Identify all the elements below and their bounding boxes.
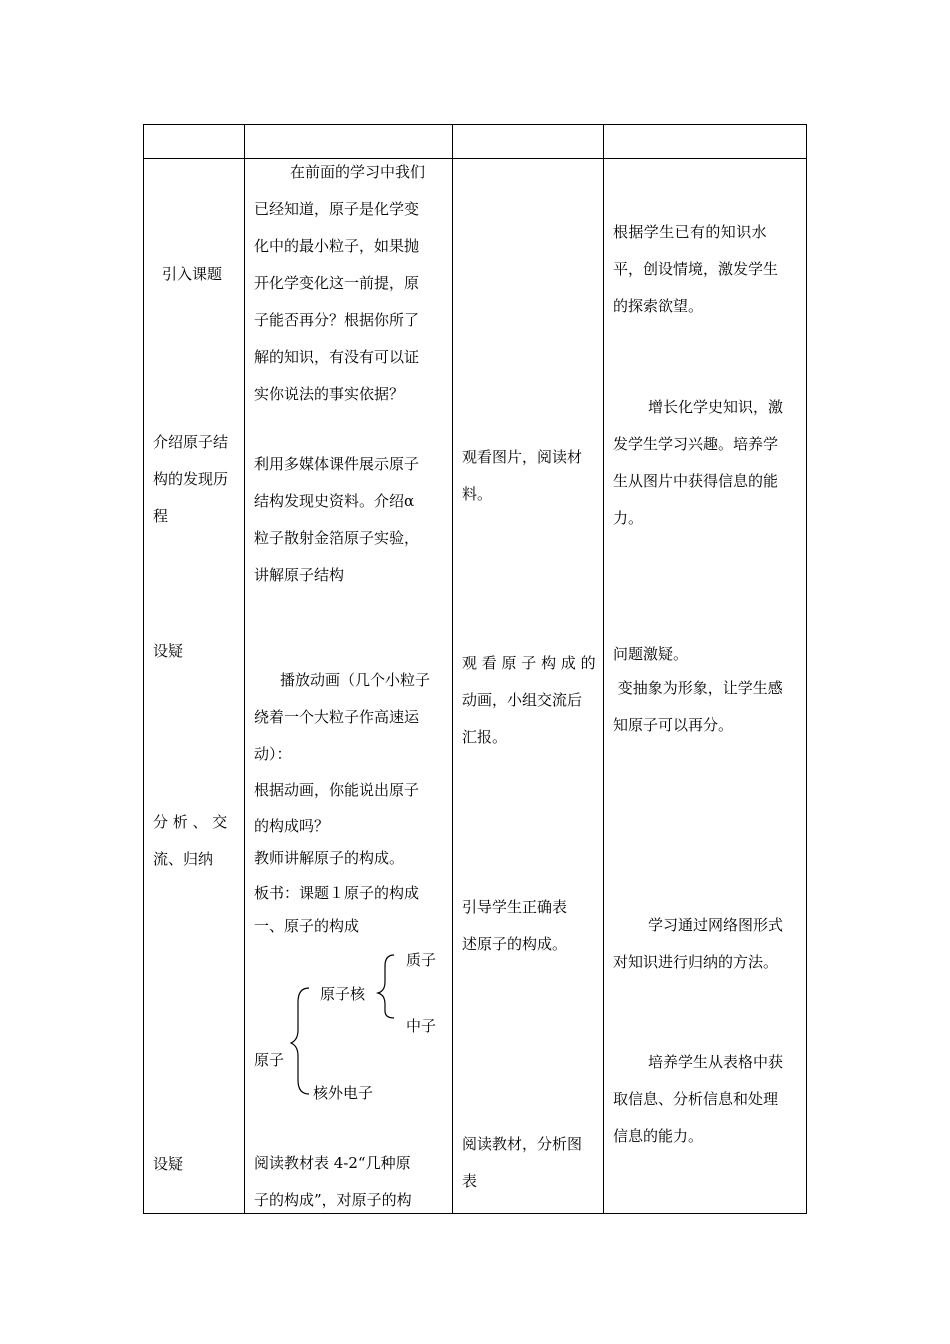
intent-text-line: 平，创设情境，激发学生 bbox=[613, 260, 779, 278]
intent-text-line: 信息的能力。 bbox=[613, 1127, 704, 1145]
teacher-text-line: 绕着一个大粒子作高速运 bbox=[254, 708, 420, 726]
stage-history-line: 程 bbox=[153, 507, 169, 525]
teacher-text-line: 开化学变化这一前提，原 bbox=[254, 274, 420, 292]
student-text-line: 汇报。 bbox=[462, 728, 508, 746]
intent-text-line: 增长化学史知识，激 bbox=[648, 398, 784, 416]
student-text-line: 表 bbox=[462, 1172, 478, 1190]
stage-history-line: 介绍原子结 bbox=[153, 433, 229, 451]
student-text-line: 观看图片，阅读材 bbox=[462, 448, 583, 466]
teacher-text-line: 阅读教材表 4-2“几种原 bbox=[254, 1154, 411, 1172]
teacher-text-line: 的构成吗？ bbox=[254, 817, 330, 835]
teacher-text-line: 粒子散射金箔原子实验， bbox=[254, 529, 420, 547]
teacher-text-line: 根据动画，你能说出原子 bbox=[254, 781, 420, 799]
intent-text-line: 培养学生从表格中获 bbox=[648, 1053, 784, 1071]
intent-text-line: 问题激疑。 bbox=[613, 645, 689, 663]
intent-text-line: 对知识进行归纳的方法。 bbox=[613, 953, 779, 971]
stage-question: 设疑 bbox=[153, 1155, 184, 1173]
teacher-text-line: 一、原子的构成 bbox=[254, 917, 360, 935]
atom-brace bbox=[291, 988, 309, 1094]
teacher-text-line: 化中的最小粒子，如果抛 bbox=[254, 237, 420, 255]
intent-text-line: 的探索欲望。 bbox=[613, 297, 704, 315]
stage-intro: 引入课题 bbox=[162, 265, 223, 283]
teacher-text-line: 解的知识，有没有可以证 bbox=[254, 348, 420, 366]
teacher-text-line: 播放动画（几个小粒子 bbox=[280, 671, 431, 689]
teacher-text-line: 已经知道，原子是化学变 bbox=[254, 200, 420, 218]
teacher-text-line: 动）： bbox=[254, 745, 292, 763]
student-text-line: 引导学生正确表 bbox=[462, 898, 568, 916]
intent-text-line: 根据学生已有的知识水 bbox=[613, 223, 768, 241]
diagram-nucleus: 原子核 bbox=[320, 985, 366, 1003]
intent-text-line: 知原子可以再分。 bbox=[613, 716, 734, 734]
diagram-proton: 质子 bbox=[406, 951, 437, 969]
intent-text-line: 学习通过网络图形式 bbox=[648, 916, 784, 934]
student-text-line: 观 看 原 子 构 成 的 bbox=[462, 654, 596, 672]
intent-text-line: 取信息、分析信息和处理 bbox=[613, 1090, 779, 1108]
teacher-text-line: 板书：课题１原子的构成 bbox=[254, 884, 420, 902]
teacher-text-line: 子的构成”，对原子的构 bbox=[254, 1191, 412, 1209]
stage-question: 设疑 bbox=[153, 642, 184, 660]
intent-text-line: 生从图片中获得信息的能 bbox=[613, 472, 779, 490]
stage-history-line: 构的发现历 bbox=[153, 470, 229, 488]
student-text-line: 动画，小组交流后 bbox=[462, 691, 583, 709]
diagram-atom: 原子 bbox=[254, 1051, 285, 1069]
teacher-text-line: 实你说法的事实依据？ bbox=[254, 385, 405, 403]
student-text-line: 述原子的构成。 bbox=[462, 935, 568, 953]
teacher-text-line: 利用多媒体课件展示原子 bbox=[254, 455, 420, 473]
teacher-text-line: 结构发现史资料。介绍α bbox=[254, 492, 415, 510]
intent-text-line: 发学生学习兴趣。培养学 bbox=[613, 435, 779, 453]
stage-analyze-line: 分 析 、 交 bbox=[153, 813, 228, 831]
intent-text-line: 力。 bbox=[613, 509, 644, 527]
diagram-electron: 核外电子 bbox=[313, 1084, 374, 1102]
teacher-text-line: 在前面的学习中我们 bbox=[290, 163, 426, 181]
intent-text-line: 变抽象为形象，让学生感 bbox=[613, 679, 783, 697]
teacher-text-line: 教师讲解原子的构成。 bbox=[254, 849, 405, 867]
teacher-text-line: 子能否再分？根据你所了 bbox=[254, 311, 420, 329]
stage-analyze-line: 流、归纳 bbox=[153, 850, 214, 868]
student-text-line: 料。 bbox=[462, 485, 493, 503]
diagram-neutron: 中子 bbox=[406, 1017, 437, 1035]
teacher-text-line: 讲解原子结构 bbox=[254, 566, 345, 584]
student-text-line: 阅读教材，分析图 bbox=[462, 1135, 583, 1153]
nucleus-brace bbox=[378, 955, 394, 1018]
